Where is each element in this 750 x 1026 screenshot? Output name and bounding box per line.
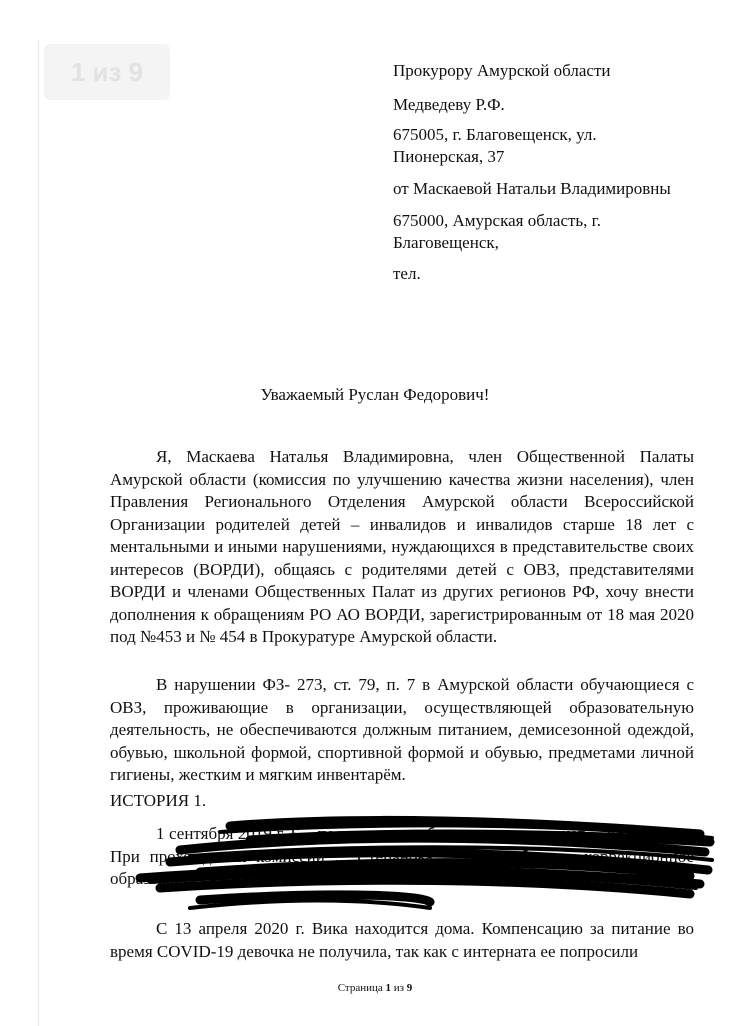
recipient-line: Пионерская, 37 xyxy=(393,147,505,166)
section-heading: ИСТОРИЯ 1. xyxy=(110,791,207,810)
footer-separator: из xyxy=(393,982,405,994)
sender-line: Благовещенск, xyxy=(393,233,499,252)
sender-line: от Маскаевой Натальи Владимировны xyxy=(393,179,671,198)
page-footer xyxy=(0,982,750,994)
recipient-line: Прокурору Амурской области xyxy=(393,61,611,80)
page-counter-badge: 1 из 9 xyxy=(44,44,170,100)
body-paragraph: 1 сентября 2019 г. Б... поступила на обучение в ... интернат ... г.Белогорск. При прохождении комиссии ... Степанова ... было обещано коррекционное образование. xyxy=(110,824,694,888)
salutation: Уважаемый Руслан Федорович! xyxy=(260,385,490,404)
sender-line: 675000, Амурская область, г. xyxy=(393,211,601,230)
footer-prefix: Страница xyxy=(337,982,383,994)
footer-current-page: 1 xyxy=(385,982,392,994)
body-paragraph: В нарушении ФЗ- 273, ст. 79, п. 7 в Амурской области обучающиеся с ОВЗ, проживающие в организации, осуществляющей образовательную деятельность, не обеспечиваются должным питанием, демисезонной одеждой, обувью, школьной формой, спортивной формой и обувью, предметами личной гигиены, жестким и мягким инвентарём. xyxy=(110,675,694,784)
recipient-line: 675005, г. Благовещенск, ул. xyxy=(393,125,597,144)
body-paragraph: Я, Маскаева Наталья Владимировна, член Общественной Палаты Амурской области (комиссия по улучшению качества жизни населения), член Правления Регионального Отделения Амурской области Всероссийской Организации родителей детей – инвалидов и инвалидов старше 18 лет с ментальными и иными нарушениями, нуждающихся в представительстве своих интересов (ВОРДИ), общаясь с родителями детей с ОВЗ, представителями ВОРДИ и членами Общественных Палат из других регионов РФ, хочу внести дополнения к обращениям РО АО ВОРДИ, зарегистрированным от 18 мая 2020 под №453 и № 454 в Прокуратуре Амурской области. xyxy=(110,447,694,646)
recipient-line: Медведеву Р.Ф. xyxy=(393,95,505,114)
body-paragraph: С 13 апреля 2020 г. Вика находится дома. Компенсацию за питание во время COVID-19 девочка не получила, так как с интерната ее попросили xyxy=(110,919,694,961)
footer-total-pages: 9 xyxy=(406,982,413,994)
sender-phone-line: тел. xyxy=(393,264,421,283)
